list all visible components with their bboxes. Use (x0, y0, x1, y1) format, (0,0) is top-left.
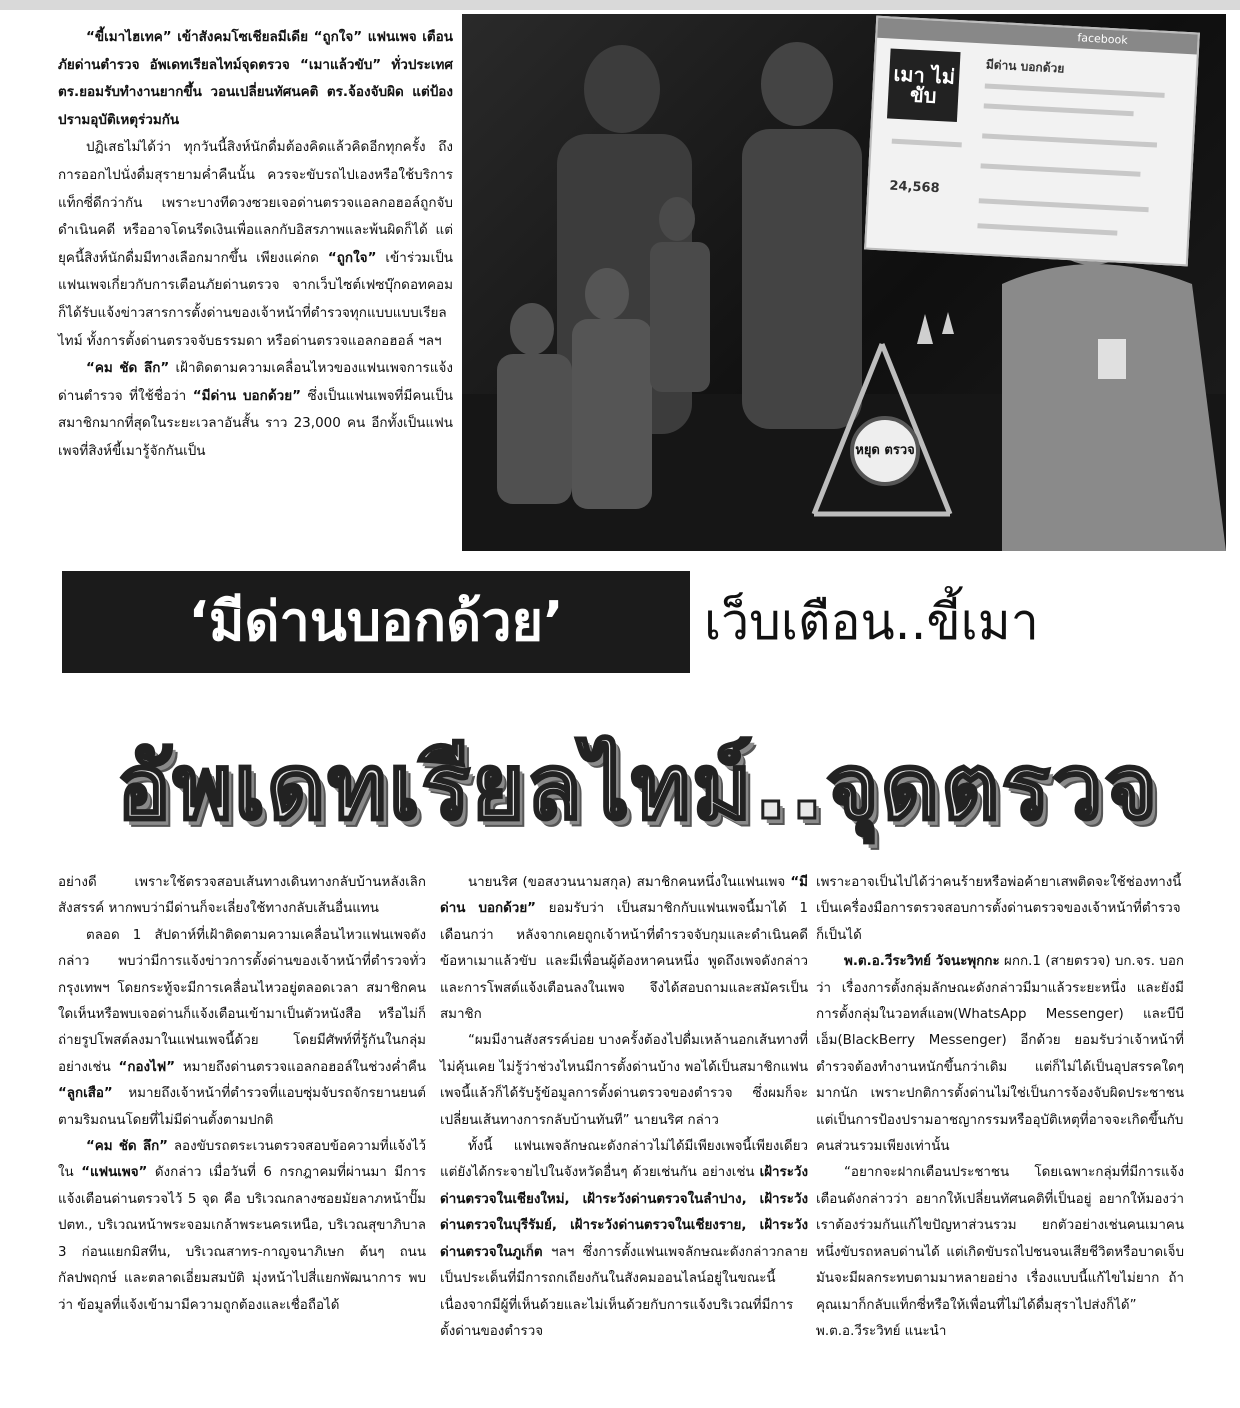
col3-paragraph-1: เพราะอาจเป็นไปได้ว่าคนร้ายหรือพ่อค้ายาเสพติดจะใช้ช่องทางนี้เป็นเครื่องมือการตรวจสอบการตั้งด่านตรวจของเจ้าหน้าที่ตำรวจก็เป็นได้ (816, 875, 1182, 943)
intro-text-block (58, 24, 453, 466)
post-line (979, 198, 1149, 212)
col2-p1-bold: “มีด่าน บอกด้วย” (440, 875, 808, 917)
headline-boxed-text: ‘มีด่านบอกด้วย’ (62, 571, 690, 673)
col1-p3-text-b: ดังกล่าว เมื่อวันที่ 6 กรกฎาคมที่ผ่านมา มีการแจ้งเตือนด่านตรวจไว้ 5 จุด คือ บริเวณกลางซอยมัยลาภหน้าปั๊ม ปตท., บริเวณหน้าพระจอมเกล้าพระนครเหนือ, บริเวณสุขาภิบาล 3 ก่อนแยกมิสทีน, บริเวณสาทร-กาญจนาภิเษก ต้นๆ ถนนกัลปพฤกษ์ และตลาดเอี่ยมสมบัติ มุ่งหน้าไปสี่แยกพัฒนาการ พบว่า ข้อมูลที่แจ้งเข้ามามีความถูกต้องและเชื่อถือได้ (58, 1165, 426, 1313)
post-line (985, 83, 1165, 97)
col1-p2-text-c: หมายถึงเจ้าหน้าที่ตำรวจที่แอบซุ่มจับรถจักรยานยนต์ตามริมถนนโดยที่ไม่มีด่านตั้งตามปกติ (58, 1086, 426, 1128)
intro-paragraph-1 (58, 134, 453, 355)
col1-p3-bold-2: “แฟนเพจ” (81, 1165, 148, 1181)
col1-paragraph-3 (58, 1134, 426, 1319)
col2-p3-bold: เฝ้าระวังด่านตรวจในเชียงใหม่, เฝ้าระวังด่านตรวจในลำปาง, เฝ้าระวังด่านตรวจในบุรีรัมย์, เฝ้าระวังด่านตรวจในเชียงราย, เฝ้าระวังด่านตรวจในภูเก็ต (440, 1165, 808, 1260)
fan-count: 24,568 (889, 178, 940, 197)
col2-p3-text-b: ฯลฯ ซึ่งการตั้งแฟนเพจลักษณะดังกล่าวกลายเป็นประเด็นที่มีการถกเถียงกันในสังคมออนไลน์อยู่ในขณะนี้ เนื่องจากมีผู้ที่เห็นด้วยและไม่เห็นด้วยกับการแจ้งบริเวณที่มีการตั้งด่านของตำรวจ (440, 1244, 808, 1339)
col2-p1-text-a: นายนริศ (ขอสงวนนามสกุล) สมาชิกคนหนึ่งในแฟนเพจ (468, 875, 786, 890)
intro-p2-bold-2: “มีด่าน บอกด้วย” (192, 387, 301, 404)
intro-p1-text-b: เข้าร่วมเป็นแฟนเพจเกี่ยวกับการเตือนภัยด่านตรวจ จากเว็บไซต์เฟซบุ๊กดอทคอม ก็ได้รับแจ้งข่าวสารการตั้งด่านของเจ้าหน้าที่ตำรวจทุกแบบแบบเรียลไทม์ ทั้งการตั้งด่านตรวจจับธรรมดา หรือด่านตรวจแอลกอฮอล์ ฯลฯ (58, 249, 453, 349)
post-line (982, 133, 1157, 147)
facebook-page-screenshot (864, 16, 1200, 267)
intro-lead (58, 24, 453, 134)
intro-p2-bold: “คม ชัด ลึก” (86, 360, 170, 377)
col2-paragraph-3 (440, 1134, 808, 1345)
post-line (980, 163, 1140, 176)
page-logo: เมา ไม่ขับ (887, 48, 961, 122)
col3-paragraph-3 (816, 1160, 1184, 1345)
col2-p1-text-b: ยอมรับว่า เป็นสมาชิกกับแฟนเพจนี้มาได้ 1 เดือนกว่า หลังจากเคยถูกเจ้าหน้าที่ตำรวจจับกุมและดำเนินคดีข้อหาเมาแล้วขับ และมีเพื่อนผู้ต้องหาคนหนึ่ง พูดถึงเพจดังกล่าวและการโพสต์แจ้งเตือนลงในเพจ จึงได้สอบถามและสมัครเป็นสมาชิก (440, 901, 808, 1023)
col1-p3-bold-1: “คม ชัด ลึก” (86, 1139, 168, 1155)
traffic-cones (917, 312, 954, 344)
intro-p1-text-a: ปฏิเสธไม่ได้ว่า ทุกวันนี้สิงห์นักดื่มต้องคิดแล้วคิดอีกทุกครั้ง ถึงการออกไปนั่งดื่มสุรายามค่ำคืนนั้น ควรจะขับรถไปเองหรือใช้บริการแท็กซี่ดีกว่ากัน เพราะบางทีดวงซวยเจอด่านตรวจแอลกอฮอล์ถูกจับดำเนินคดี หรืออาจโดนรีดเงินเพื่อแลกกับอิสรภาพและพ้นผิดก็ได้ แต่ยุคนี้สิงห์นักดื่มมีทางเลือกมากขึ้น เพียงแค่กด (58, 139, 453, 266)
col1-p2-text-b: หมายถึงด่านตรวจแอลกอฮอล์ในช่วงค่ำคืน (182, 1059, 426, 1075)
col2-paragraph-1 (440, 870, 808, 1028)
intro-p1-bold: “ถูกใจ” (327, 249, 377, 266)
facebook-bar: facebook (877, 18, 1198, 55)
col1-p2-bold-1: “กองไฟ” (118, 1059, 176, 1075)
col3-p2-text-a: ผกก.1 (สายตรวจ) บก.จร. บอกว่า เรื่องการตั้งกลุ่มลักษณะดังกล่าวมีมาแล้วระยะหนึ่ง และยังมีการตั้งกลุ่มในวอทส์แอพ(WhatsApp Messenger) และบีบีเอ็ม(BlackBerry Messenger) อีกด้วย ยอมรับว่าเจ้าหน้าที่ตำรวจต้องทำงานหนักขึ้นกว่าเดิม แต่ก็ไม่ได้เป็นอุปสรรคใดๆ มากนัก เพราะปกติการตั้งด่านไม่ใช่เป็นการจ้องจับผิดประชาชน แต่เป็นการป้องปรามอาชญากรรมหรืออุบัติเหตุที่อาจจะเกิดขึ้นกับคนส่วนรวมเพียงเท่านั้น (816, 954, 1185, 1155)
body-column-2 (440, 870, 808, 1345)
intro-p2-text-b: ซึ่งเป็นแฟนเพจที่มีคนเป็นสมาชิกมากที่สุดในระยะเวลาอันสั้น ราว 23,000 คน อีกทั้งเป็นแฟนเพจที่สิงห์ขี้เมารู้จักกันเป็น (58, 387, 454, 459)
col1-p3-text-a: ลองขับรถตระเวนตรวจสอบข้อความที่แจ้งไว้ใน (58, 1139, 426, 1181)
news-photo (462, 14, 1226, 551)
headline-rest-text: เว็บเตือน..ขี้เมา (704, 593, 1039, 651)
col2-paragraph-2 (440, 1028, 808, 1134)
col2-p3-text-a: ทั้งนี้ แฟนเพจลักษณะดังกล่าวไม่ได้มีเพียงเพจนี้เพียงเดียว แต่ยังได้กระจายไปในจังหวัดอื่นๆ ด้วยเช่นกัน อย่างเช่น (440, 1139, 808, 1181)
post-line (977, 223, 1117, 235)
body-column-1 (58, 870, 426, 1319)
intro-lead-text: “ขี้เมาไฮเทค” เข้าสังคมโซเชียลมีเดีย “ถูกใจ” แฟนเพจ เตือนภัยด่านตำรวจ อัพเดทเรียลไทม์จุดตรวจ “เมาแล้วขับ” ทั่วประเทศ ตร.ยอมรับทำงานยากขึ้น วอนเปลี่ยนทัศนคติ ตร.จ้องจับผิด แต่ป้องปรามอุบัติเหตุร่วมกัน (58, 29, 453, 128)
col3-p3-text: “อยากจะฝากเตือนประชาชน โดยเฉพาะกลุ่มที่มีการแจ้งเตือนดังกล่าวว่า อยากให้เปลี่ยนทัศนคติที่เป็นอยู่ อยากให้มองว่าเราต้องร่วมกันแก้ไขปัญหาส่วนรวม ยกตัวอย่างเช่นคนเมาคนหนึ่งขับรถหลบด่านได้ แต่เกิดขับรถไปชนจนเสียชีวิตหรือบาดเจ็บ มันจะมีผลกระทบตามมาหลายอย่าง เรื่องแบบนี้แก้ไขไม่ยาก ถ้าคุณเมาก็กลับแท็กซี่หรือให้เพื่อนที่ไม่ได้ดื่มสุราไปส่งก็ได้” พ.ต.อ.วีระวิทย์ แนะนำ (816, 1165, 1184, 1339)
intro-paragraph-2 (58, 355, 453, 465)
col1-p2-text-a: ตลอด 1 สัปดาห์ที่เฝ้าติดตามความเคลื่อนไหวแฟนเพจดังกล่าว พบว่ามีการแจ้งข่าวการตั้งด่านของเจ้าหน้าที่ตำรวจทั่วกรุงเทพฯ โดยกระทู้จะมีการเคลื่อนไหวอยู่ตลอดเวลา สมาชิกคนใดเห็นหรือพบเจอด่านก็แจ้งเตือนเข้ามาเป็นตัวหนังสือ หรือไม่ก็ถ่ายรูปโพสต์ลงมาในแฟนเพจนี้ด้วย โดยมีศัพท์ที่รู้กันในกลุ่ม อย่างเช่น (58, 927, 426, 1075)
col3-p2-bold: พ.ต.อ.วีระวิทย์ วัจนะพุกกะ (844, 954, 1000, 970)
col1-p2-bold-2: “ลูกเสือ” (58, 1086, 113, 1102)
intro-p2-text-a: เฝ้าติดตามความเคลื่อนไหวของแฟนเพจการแจ้งด่านตำรวจ ที่ใช้ชื่อว่า (58, 360, 453, 404)
col2-p2-text: “ผมมีงานสังสรรค์บ่อย บางครั้งต้องไปดื่มเหล้านอกเส้นทางที่ไม่คุ้นเคย ไม่รู้ว่าช่วงไหนมีการตั้งด่านบ้าง พอได้เป็นสมาชิกแฟนเพจนี้แล้วก็ได้รับรู้ข้อมูลการตั้งด่านตรวจของตำรวจ ซึ่งผมก็จะเปลี่ยนเส้นทางการกลับบ้านทันที” นายนริศ กล่าว (440, 1033, 808, 1128)
scan-top-band (0, 0, 1240, 10)
post-line (984, 103, 1134, 116)
col1-paragraph-2 (58, 923, 426, 1134)
headline-primary (62, 571, 1222, 673)
sidebar-line (892, 139, 962, 148)
stop-check-sign: หยุด ตรวจ (850, 416, 920, 486)
col1-paragraph-1: อย่างดี เพราะใช้ตรวจสอบเส้นทางเดินทางกลับบ้านหลังเลิกสังสรรค์ หากพบว่ามีด่านก็จะเลี่ยงใช้ทางกลับเส้นอื่นแทน (58, 875, 426, 917)
col3-paragraph-2 (816, 949, 1184, 1160)
page-title: มีด่าน บอกด้วย (985, 57, 1065, 76)
officer-silhouette-2 (742, 42, 862, 429)
body-column-3 (816, 870, 1184, 1345)
headline-large: อัพเดทเรียลไทม์..จุดตรวจ (116, 735, 1160, 840)
